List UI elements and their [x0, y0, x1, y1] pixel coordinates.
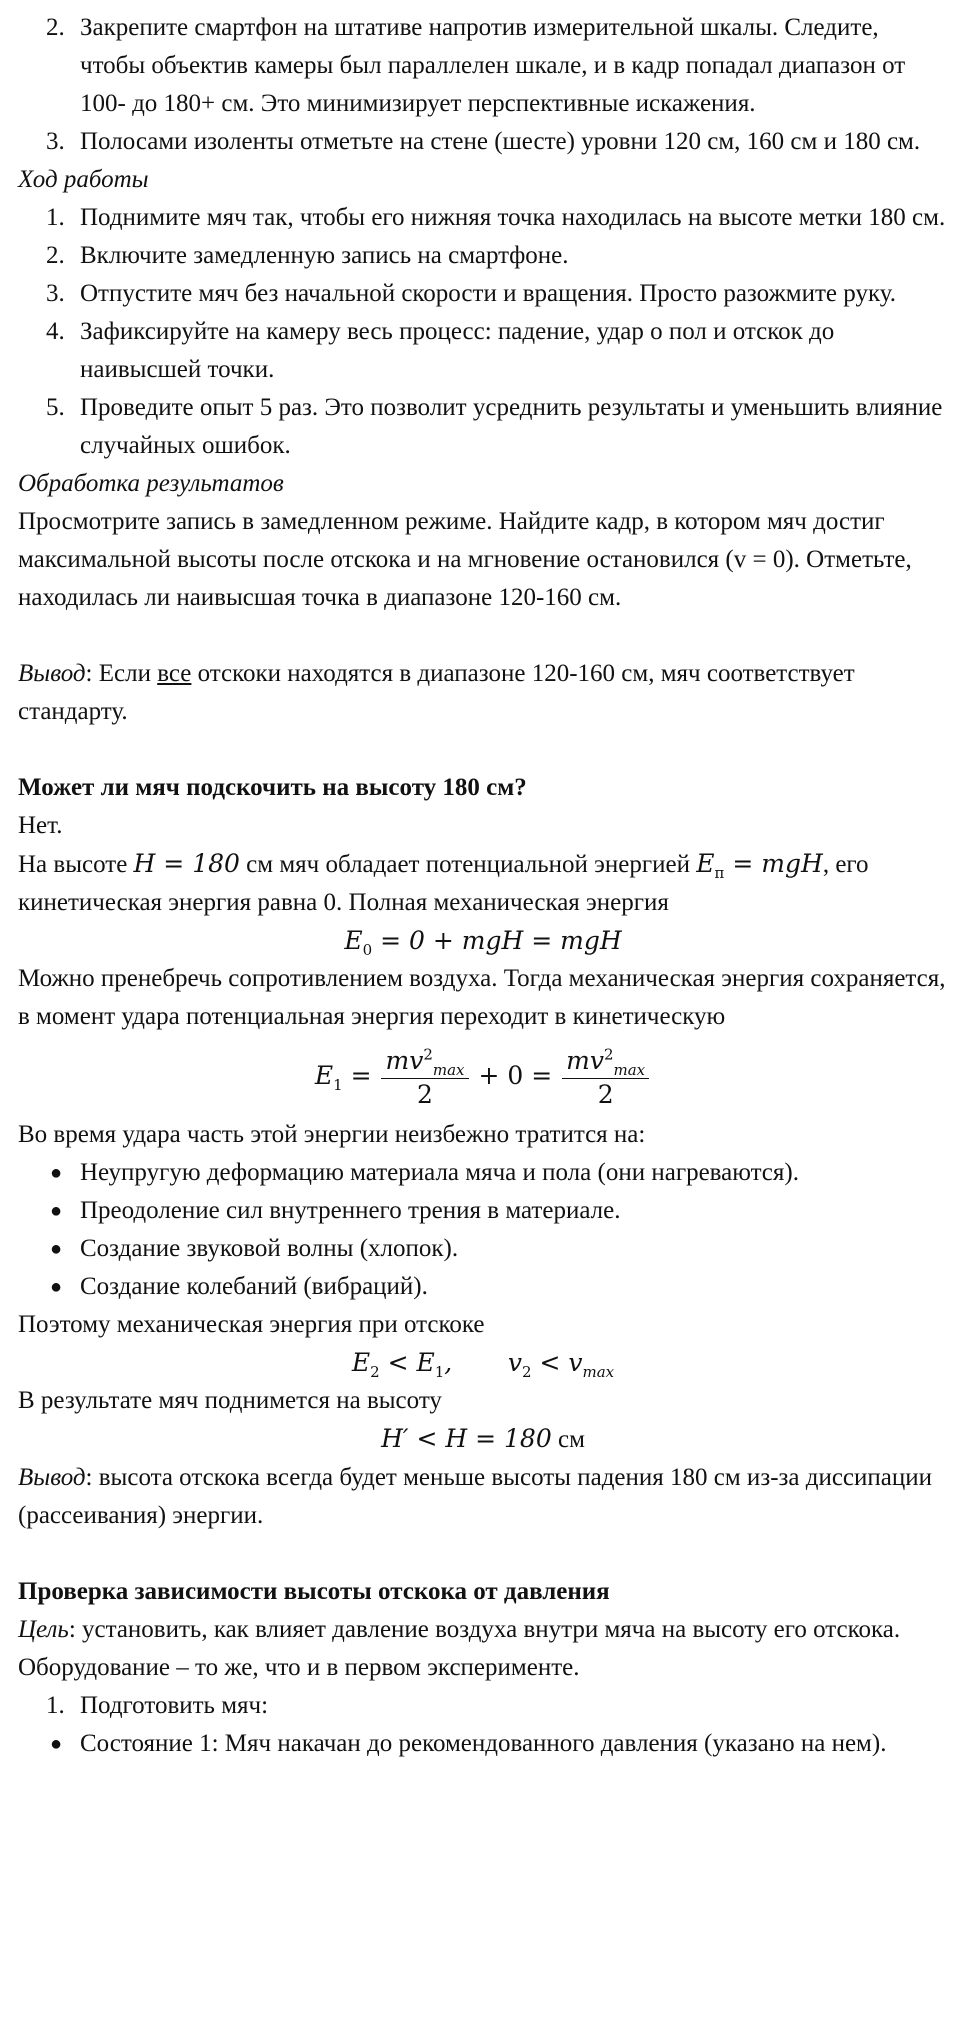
list-number: 1.: [46, 1692, 65, 1719]
procedure-list: [18, 199, 948, 465]
math-symbol: E: [314, 1061, 334, 1090]
losses-list: [18, 1154, 948, 1306]
conclusion-label: Вывод: [18, 660, 86, 687]
goal-label: Цель: [18, 1616, 69, 1643]
bullet-text: Преодоление сил внутреннего трения в материале.: [80, 1197, 621, 1224]
therefore-text: Поэтому механическая энергия при отскоке: [18, 1311, 485, 1338]
equation-e2: $E_2 < E_1$, $v_2 < v_{max}$: [351, 1348, 615, 1381]
bullet-item: [18, 1154, 948, 1192]
bullet-text: Создание колебаний (вибраций).: [80, 1273, 428, 1300]
fraction-numerator: [562, 1044, 649, 1079]
conclusion-paragraph: [18, 1459, 948, 1535]
math-symbol: E: [344, 926, 363, 955]
math-superscript: 2: [603, 1045, 614, 1064]
processing-paragraph: Просмотрите запись в замедленном режиме. Найдите кадр, в котором мяч достиг максимальной высоты после отскока и на мгновение остановился (v = 0). Отметьте, находилась ли наивысшая точка в диапазоне 120-160 см.: [18, 508, 912, 611]
bullet-text: Неупругую деформацию материала мяча и пола (они нагреваются).: [80, 1159, 799, 1186]
text-run: На высоте: [18, 851, 134, 878]
list-number: 2.: [46, 242, 65, 269]
math-subscript: max: [613, 1061, 646, 1079]
equation-e0: [18, 922, 948, 960]
list-item: [18, 199, 948, 237]
equation-e1: $E_1$ = $\frac{mv^2_{max}}{2}$ + 0 = $\frac{mv^2_{max}}{2}$: [18, 1036, 948, 1116]
math-subscript: 1: [333, 1076, 343, 1094]
energy-paragraph: [18, 845, 948, 922]
list-item-text: Закрепите смартфон на штативе напротив измерительной шкалы. Следите, чтобы объектив камеры был параллелен шкале, и в кадр попадал диапазон от 100- до 180+ см. Это минимизирует перспективные искажения.: [80, 14, 906, 117]
bullet-icon: ●: [50, 1238, 63, 1260]
list-item-text: Отпустите мяч без начальной скорости и вращения. Просто разожмите руку.: [80, 280, 896, 307]
document-content: [18, 9, 948, 1763]
fraction-denominator: 2: [417, 1080, 433, 1109]
result-text: В результате мяч поднимется на высоту: [18, 1387, 442, 1414]
conclusion-text: : Если: [85, 660, 158, 687]
bullet-item: [18, 1192, 948, 1230]
math-superscript: 2: [423, 1045, 433, 1064]
math-symbol: E: [416, 1348, 435, 1377]
list-number: 1.: [46, 204, 65, 231]
list-item-text: Поднимите мяч так, чтобы его нижняя точка находилась на высоте метки 180 см.: [80, 204, 946, 231]
text-run: , его кинетическая энергия равна 0. Полная механическая энергия: [18, 851, 869, 916]
math-subscript: 0: [362, 941, 373, 959]
conclusion-text: : высота отскока всегда будет меньше высоты падения 180 см из-за диссипации (рассеивания) энергии.: [18, 1464, 933, 1529]
fraction-numerator: [381, 1044, 468, 1079]
equation-height: [18, 1420, 948, 1459]
bullet-item: [18, 1725, 948, 1763]
fraction: [562, 1044, 649, 1111]
bullet-item: [18, 1268, 948, 1306]
list-number: 4.: [46, 318, 65, 345]
math-symbol: H′ < H = 180: [381, 1424, 552, 1453]
math-symbol: = 0 + mgH = mgH: [372, 926, 622, 955]
math-symbol: + 0 =: [478, 1061, 553, 1090]
spacer: [18, 731, 948, 769]
math-symbol: mv: [566, 1046, 604, 1075]
potential-energy-formula: [696, 849, 823, 882]
list-item: [18, 9, 948, 123]
goal-paragraph: [18, 1611, 948, 1649]
processing-heading: Обработка результатов: [18, 470, 284, 497]
math-symbol: E: [696, 849, 715, 878]
prep-list: [18, 1687, 948, 1725]
underlined-word: все: [157, 660, 192, 687]
list-item: [18, 123, 948, 161]
math-subscript: max: [432, 1061, 465, 1079]
list-item-text: Полосами изоленты отметьте на стене (шесте) уровни 120 см, 160 см и 180 см.: [80, 128, 921, 155]
list-item-text: Подготовить мяч:: [80, 1692, 269, 1719]
math-subscript: п: [714, 864, 725, 882]
procedure-heading: Ход работы: [18, 166, 149, 193]
conclusion-paragraph: [18, 655, 948, 731]
answer-text: Нет.: [18, 812, 63, 839]
list-item: [18, 237, 948, 275]
list-number: 5.: [46, 394, 65, 421]
list-number: 3.: [46, 280, 65, 307]
list-item: [18, 275, 948, 313]
math-symbol: E: [351, 1348, 371, 1377]
pressure-heading: Проверка зависимости высоты отскока от давления: [18, 1578, 610, 1605]
bullet-item: [18, 1230, 948, 1268]
list-number: 2.: [46, 14, 65, 41]
unit-text: см: [551, 1426, 585, 1453]
list-item: [18, 313, 948, 389]
spacer: [18, 617, 948, 655]
conclusion-label: Вывод: [18, 1464, 86, 1491]
impact-intro: Во время удара часть этой энергии неизбежно тратится на:: [18, 1121, 646, 1148]
state-list: [18, 1725, 948, 1763]
math-subscript: 2: [521, 1363, 532, 1381]
height-formula: H = 180: [133, 849, 240, 878]
goal-text: : установить, как влияет давление воздуха внутри мяча на высоту его отскока.: [68, 1616, 901, 1643]
bullet-icon: ●: [50, 1200, 63, 1222]
list-item-text: Зафиксируйте на камеру весь процесс: падение, удар о пол и отскок до наивысшей точки.: [80, 318, 835, 383]
math-subscript: max: [582, 1363, 615, 1381]
list-item: [18, 1687, 948, 1725]
bullet-text: Состояние 1: Мяч накачан до рекомендованного давления (указано на нем).: [80, 1730, 887, 1757]
air-resistance-paragraph: Можно пренебречь сопротивлением воздуха. Тогда механическая энергия сохраняется, в момент удара потенциальная энергия переходит в кинетическую: [18, 965, 946, 1030]
list-item-text: Проведите опыт 5 раз. Это позволит усреднить результаты и уменьшить влияние случайных ошибок.: [80, 394, 943, 459]
fraction-denominator: 2: [597, 1080, 614, 1109]
math-symbol: mv: [385, 1046, 424, 1075]
math-symbol: = mgH: [724, 849, 823, 878]
equipment-text: Оборудование – то же, что и в первом эксперименте.: [18, 1654, 580, 1681]
bullet-icon: ●: [50, 1276, 63, 1298]
text-run: см мяч обладает потенциальной энергией: [239, 851, 697, 878]
list-number: 3.: [46, 128, 65, 155]
bullet-icon: ●: [50, 1733, 63, 1755]
math-subscript: 1: [434, 1363, 445, 1381]
bullet-icon: ●: [50, 1162, 63, 1184]
list-item: [18, 389, 948, 465]
conclusion-text: отскоки находятся в диапазоне 120-160 см, мяч соответствует стандарту.: [18, 660, 855, 725]
fraction: [381, 1044, 468, 1111]
math-subscript: 2: [370, 1363, 380, 1381]
spacer: [18, 1535, 948, 1573]
setup-list: [18, 9, 948, 161]
question-heading: Может ли мяч подскочить на высоту 180 см?: [18, 774, 527, 801]
list-item-text: Включите замедленную запись на смартфоне.: [80, 242, 569, 269]
bullet-text: Создание звуковой волны (хлопок).: [80, 1235, 459, 1262]
